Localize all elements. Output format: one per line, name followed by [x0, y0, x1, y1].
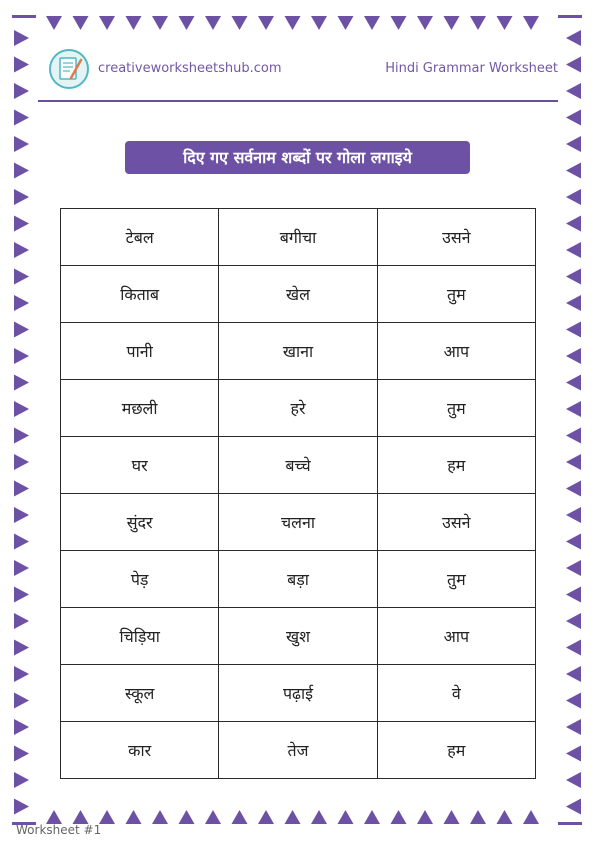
border-triangle: [338, 16, 354, 30]
word-grid: [60, 208, 536, 779]
word-cell[interactable]: स्कूल: [61, 665, 219, 722]
border-triangle: [566, 110, 581, 126]
border-triangle: [14, 640, 29, 656]
word-cell[interactable]: मछली: [61, 380, 219, 437]
word-cell[interactable]: बच्चे: [219, 437, 377, 494]
border-triangle: [14, 507, 29, 523]
border-triangle: [566, 799, 581, 815]
border-triangle: [566, 746, 581, 762]
border-triangle: [14, 481, 29, 497]
border-triangle: [311, 810, 327, 824]
border-triangle: [417, 16, 433, 30]
border-triangle: [566, 481, 581, 497]
table-row: [61, 209, 536, 266]
word-cell[interactable]: आप: [377, 608, 535, 665]
border-triangle: [14, 136, 29, 152]
border-triangle: [566, 322, 581, 338]
word-cell[interactable]: पढ़ाई: [219, 665, 377, 722]
border-triangle: [14, 693, 29, 709]
word-cell[interactable]: किताब: [61, 266, 219, 323]
border-triangle: [566, 216, 581, 232]
border-triangle: [311, 16, 327, 30]
border-triangle: [46, 16, 62, 30]
border-triangle: [179, 16, 195, 30]
border-triangle: [46, 810, 62, 824]
table-row: [61, 665, 536, 722]
border-triangle: [205, 810, 221, 824]
border-triangle: [566, 454, 581, 470]
word-cell[interactable]: तुम: [377, 551, 535, 608]
word-cell[interactable]: वे: [377, 665, 535, 722]
border-triangle: [566, 83, 581, 99]
border-triangle: [14, 401, 29, 417]
border-triangle: [14, 348, 29, 364]
border-triangle: [14, 295, 29, 311]
border-triangle: [566, 295, 581, 311]
border-triangle: [566, 666, 581, 682]
border-triangle: [566, 375, 581, 391]
word-cell[interactable]: खेल: [219, 266, 377, 323]
border-triangle: [566, 772, 581, 788]
border-triangle: [126, 810, 142, 824]
word-cell[interactable]: तुम: [377, 380, 535, 437]
border-triangle: [444, 16, 460, 30]
border-triangle: [14, 189, 29, 205]
worksheet-instruction-title: दिए गए सर्वनाम शब्दों पर गोला लगाइये: [125, 141, 470, 174]
border-triangle: [566, 613, 581, 629]
border-triangle: [99, 810, 115, 824]
border-triangle: [14, 799, 29, 815]
border-triangle: [14, 719, 29, 735]
border-triangle: [566, 269, 581, 285]
border-triangle: [566, 189, 581, 205]
border-triangle: [338, 810, 354, 824]
border-triangle: [566, 587, 581, 603]
word-cell[interactable]: हम: [377, 437, 535, 494]
border-triangle: [566, 401, 581, 417]
word-cell[interactable]: हरे: [219, 380, 377, 437]
border-triangle: [14, 375, 29, 391]
border-triangle: [566, 507, 581, 523]
word-cell[interactable]: उसने: [377, 494, 535, 551]
border-triangle: [14, 560, 29, 576]
border-triangle: [497, 16, 513, 30]
border-triangle: [391, 810, 407, 824]
table-row: [61, 722, 536, 779]
border-triangle: [205, 16, 221, 30]
table-row: [61, 494, 536, 551]
word-cell[interactable]: आप: [377, 323, 535, 380]
border-triangle: [285, 810, 301, 824]
word-cell[interactable]: बड़ा: [219, 551, 377, 608]
word-cell[interactable]: उसने: [377, 209, 535, 266]
border-triangle: [470, 810, 486, 824]
border-triangle: [523, 810, 539, 824]
word-cell[interactable]: हम: [377, 722, 535, 779]
border-triangle: [73, 810, 89, 824]
border-triangle: [566, 348, 581, 364]
border-triangle: [14, 613, 29, 629]
border-triangle: [566, 242, 581, 258]
worksheet-subject: Hindi Grammar Worksheet: [385, 61, 558, 76]
border-triangle: [566, 560, 581, 576]
border-triangle: [523, 16, 539, 30]
word-cell[interactable]: चिड़िया: [61, 608, 219, 665]
border-triangle: [73, 16, 89, 30]
border-triangle: [258, 810, 274, 824]
word-cell[interactable]: चलना: [219, 494, 377, 551]
border-triangle: [14, 534, 29, 550]
border-triangle: [566, 693, 581, 709]
site-name: creativeworksheetshub.com: [98, 61, 282, 76]
border-triangle: [566, 719, 581, 735]
border-triangle: [14, 322, 29, 338]
border-triangle: [152, 16, 168, 30]
word-cell[interactable]: पेड़: [61, 551, 219, 608]
word-cell[interactable]: सुंदर: [61, 494, 219, 551]
border-triangle: [566, 30, 581, 46]
border-triangle: [14, 242, 29, 258]
border-triangle: [497, 810, 513, 824]
word-cell[interactable]: टेबल: [61, 209, 219, 266]
border-triangle: [232, 16, 248, 30]
border-triangle: [14, 746, 29, 762]
border-triangle: [14, 57, 29, 73]
border-triangle: [364, 16, 380, 30]
border-triangle: [417, 810, 433, 824]
border-triangle: [566, 163, 581, 179]
border-triangle: [470, 16, 486, 30]
border-triangle: [14, 163, 29, 179]
border-triangle: [14, 269, 29, 285]
border-triangle: [566, 534, 581, 550]
border-triangle: [14, 454, 29, 470]
border-triangle: [14, 110, 29, 126]
border-triangle: [444, 810, 460, 824]
word-cell[interactable]: घर: [61, 437, 219, 494]
worksheet-number: Worksheet #1: [16, 823, 102, 837]
border-triangle: [14, 83, 29, 99]
word-cell[interactable]: खाना: [219, 323, 377, 380]
border-triangle: [14, 216, 29, 232]
worksheet-logo-icon: [48, 48, 90, 90]
border-triangle: [258, 16, 274, 30]
border-triangle: [179, 810, 195, 824]
border-triangle: [14, 30, 29, 46]
header-divider: [38, 100, 558, 102]
table-row: [61, 323, 536, 380]
table-row: [61, 608, 536, 665]
border-triangle: [14, 587, 29, 603]
table-row: [61, 266, 536, 323]
table-row: [61, 551, 536, 608]
border-triangle: [14, 428, 29, 444]
table-row: [61, 380, 536, 437]
word-cell[interactable]: खुश: [219, 608, 377, 665]
border-triangle: [566, 640, 581, 656]
border-triangle: [152, 810, 168, 824]
border-triangle: [232, 810, 248, 824]
word-cell[interactable]: बगीचा: [219, 209, 377, 266]
border-triangle: [566, 136, 581, 152]
border-triangle: [391, 16, 407, 30]
border-triangle: [566, 428, 581, 444]
word-cell[interactable]: कार: [61, 722, 219, 779]
border-triangle: [364, 810, 380, 824]
table-row: [61, 437, 536, 494]
border-triangle: [14, 666, 29, 682]
border-triangle: [285, 16, 301, 30]
word-cell[interactable]: तुम: [377, 266, 535, 323]
header: [38, 44, 558, 100]
word-cell[interactable]: तेज: [219, 722, 377, 779]
border-triangle: [99, 16, 115, 30]
border-triangle: [14, 772, 29, 788]
border-triangle: [566, 57, 581, 73]
word-cell[interactable]: पानी: [61, 323, 219, 380]
border-triangle: [126, 16, 142, 30]
